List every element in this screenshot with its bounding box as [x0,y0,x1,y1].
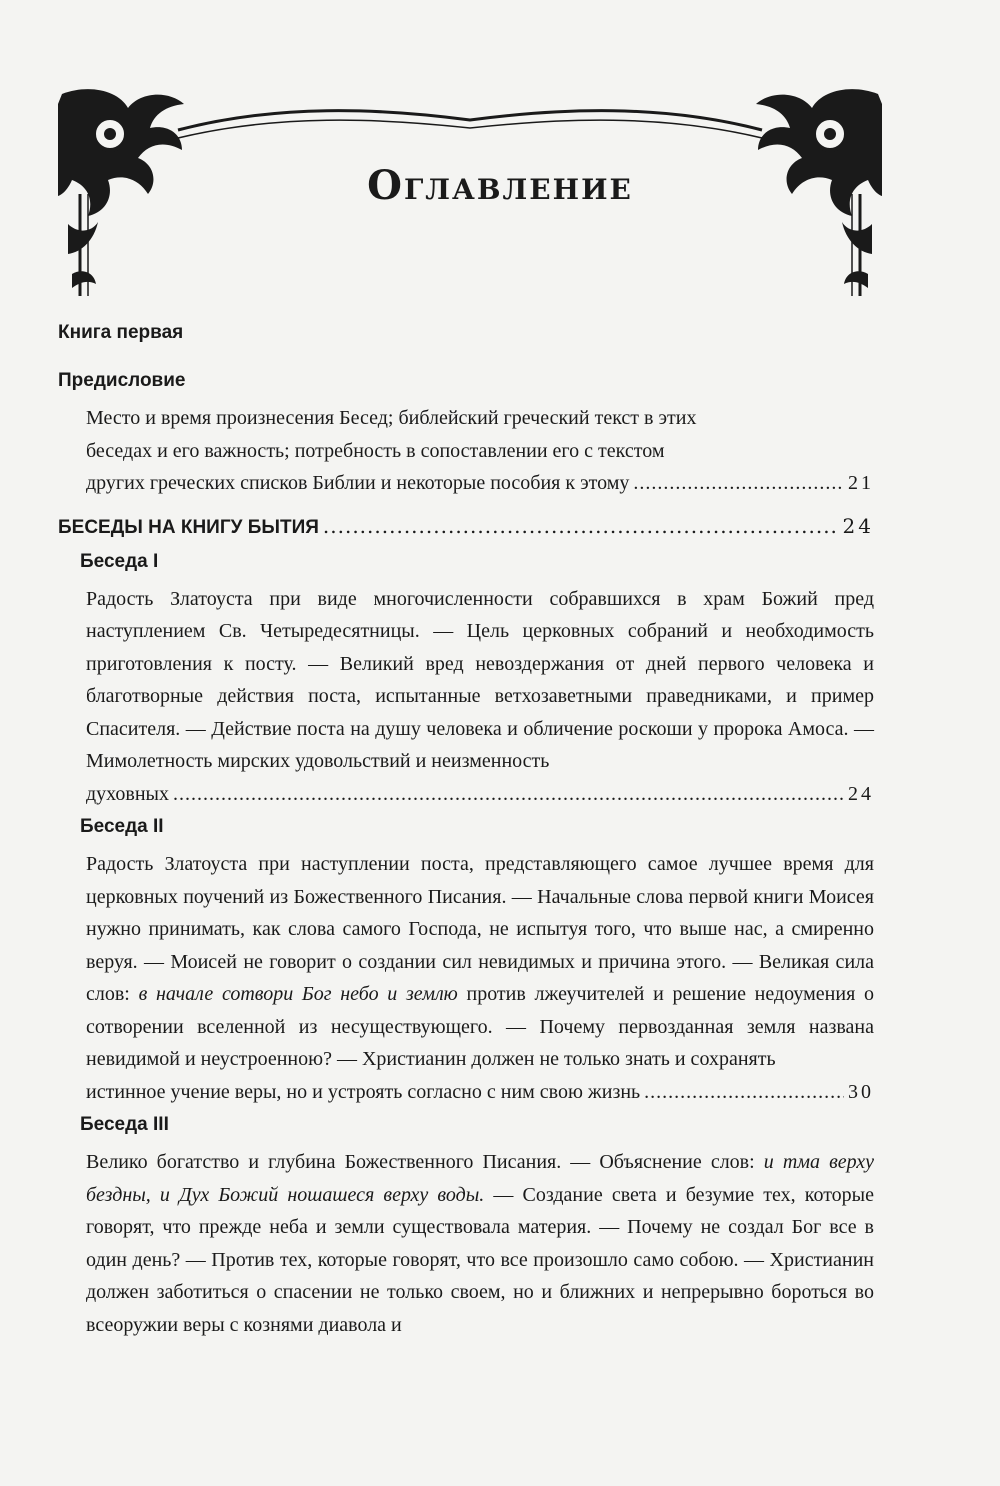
talk-2-last-line: истинное учение веры, но и устроять согласно с ним свою жизнь ..... 30 [86,1076,874,1109]
section-heading: БЕСЕДЫ НА КНИГУ БЫТИЯ [58,516,319,538]
toc [58,322,874,1341]
talk-2-text: Радость Златоуста при наступлении поста, представляющего самое лучшее время для церковных поучений из Божественного Писания. — Начальные слова первой книги Моисея нужно принимать, как слова самого Господа, не испытуя того, что выше нас, а смиренно веруя. — Моисей не говорит о создании сил невидимых и причина этого. — Великая сила слов: в начале сотвори Бог небо и землю против лжеучителей и решение недоумения о сотворении вселенной из несуществующего. — Почему первозданная земля названа невидимой и неустроенною? — Христианин должен не только знать и сохранять [86,853,874,1070]
talk-2-heading: Беседа II [80,816,164,837]
preface-line-1: Место и время произнесения Бесед; библейский греческий текст в этих [86,407,697,429]
talk-1-last-line: духовных ..... 24 [86,778,874,811]
talk-2-page: 30 [848,1080,874,1103]
preface-page: 21 [848,472,874,494]
talk-1-heading: Беседа I [80,550,159,572]
talk-2-quote: в начале сотвори Бог небо и землю [138,983,458,1005]
preface-line-2: беседах и его важность; потребность в сопоставлении его с текстом [86,439,665,462]
preface-line-3: других греческих списков Библии и некоторые пособия к этому ..... 21 [86,467,874,500]
talk-3-quote: и тма верху бездны, и Дух Божий ношашеся верху воды. [86,1151,874,1206]
talk-1-text: Радость Златоуста при виде многочисленности собравшихся в храм Божий пред наступлением Св. Четыредесятницы. — Цель церковных собраний и необходимость приготовления к посту. — Великий вред невоздержания от дней первого человека и благотворные действия поста, испытанные ветхозаветными праведниками, и пример Спасителя. — Действие поста на душу человека и обличение роскоши у пророка Амоса. — Мимолетность мирских удовольствий и неизменность [86,587,874,772]
section-page: 24 [842,513,874,538]
book-heading: Книга первая [58,322,184,343]
talk-3-text: Велико богатство и глубина Божественного Писания. — Объяснение слов: и тма верху бездны, и Дух Божий ношашеся верху воды. — Создание света и безумие тех, которые говорят, что прежде неба и земли существовала материя. — Почему не создал Бог все в один день? — Против тех, которые говорят, что все произошло само собою. — Христианин должен заботиться о спасении не только своем, но и ближних и непрерывно бороться во всеоружии веры с кознями диавола и [86,1151,874,1336]
preface-heading: Предисловие [58,370,186,391]
talk-3-heading: Беседа III [80,1114,169,1135]
talk-1-entry[interactable] [86,583,874,811]
page-title: Оглавление [367,162,633,209]
talk-3-entry[interactable] [86,1146,874,1341]
section-entry[interactable] [58,514,874,539]
talk-1-page: 24 [848,782,874,805]
talk-2-entry[interactable] [86,848,874,1108]
preface-entry[interactable] [86,402,874,500]
